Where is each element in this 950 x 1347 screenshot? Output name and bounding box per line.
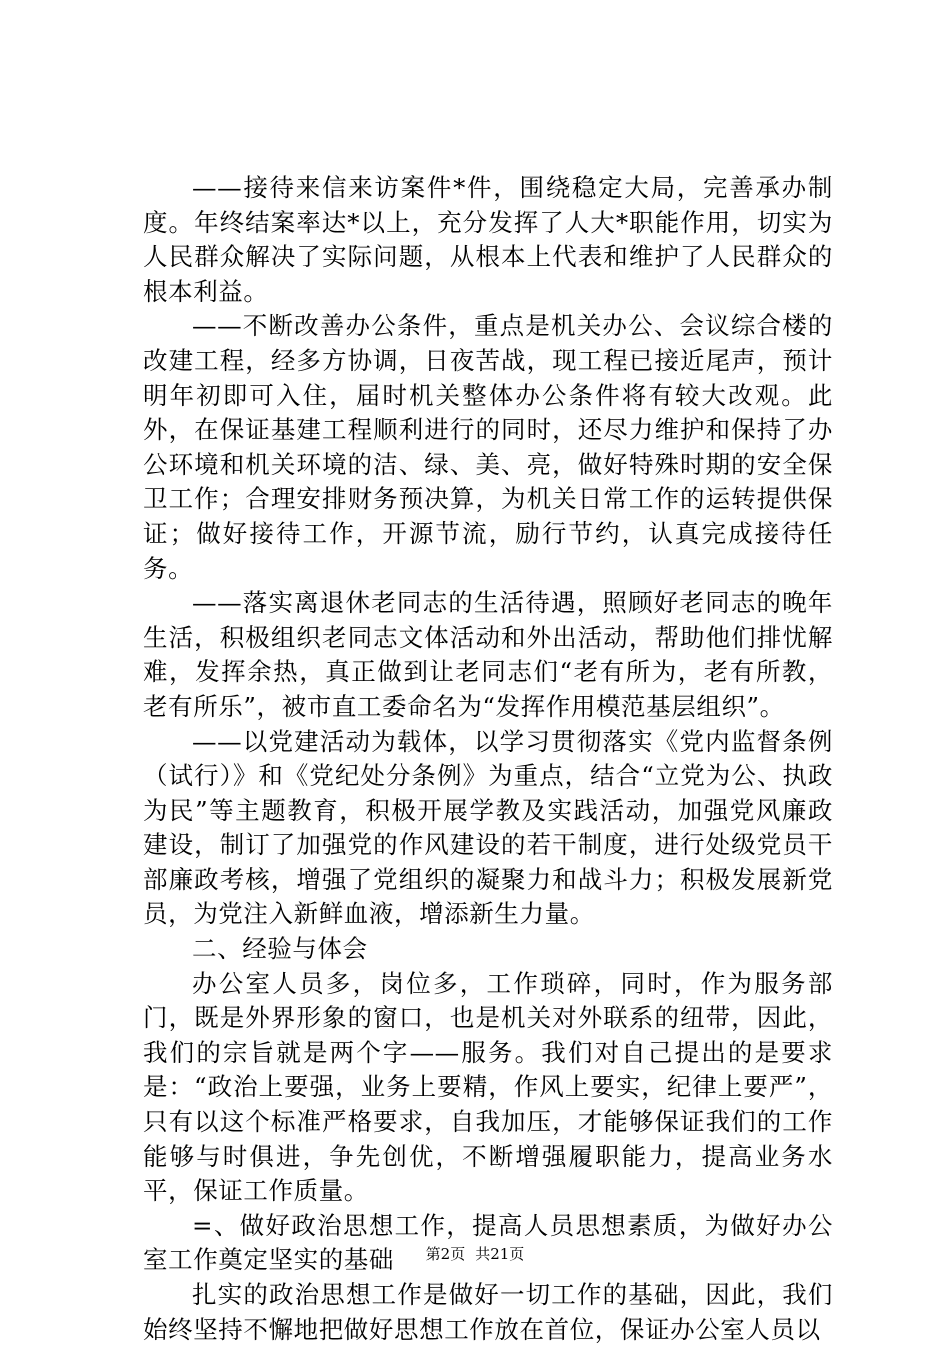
document-body <box>143 171 833 1347</box>
page-footer <box>0 1244 950 1264</box>
page-number: 第2页 <box>425 1245 466 1263</box>
paragraph-service-principle: 办公室人员多，岗位多，工作琐碎，同时，作为服务部门，既是外界形象的窗口，也是机关对外联系的纽带，因此，我们的宗旨就是两个字——服务。我们对自己提出的是要求是：“政治上要强，业务上要精，作风上要实，纪律上要严”，只有以这个标准严格要求，自我加压，才能够保证我们的工作能够与时俱进，争先创优，不断增强履职能力，提高业务水平，保证工作质量。 <box>143 968 833 1206</box>
page-total: 共21页 <box>475 1245 525 1263</box>
section-heading-experience: 二、经验与体会 <box>192 934 368 964</box>
paragraph-retired-cadres: ——落实离退休老同志的生活待遇，照顾好老同志的晚年生活，积极组织老同志文体活动和外出活动，帮助他们排忧解难，发挥余热，真正做到让老同志们“老有所为，老有所教，老有所乐”，被市直工委命名为“发挥作用模范基层组织”。 <box>143 588 833 721</box>
paragraph-letters-visits: ——接待来信来访案件*件，围绕稳定大局，完善承办制度。年终结案率达*以上，充分发挥了人大*职能作用，切实为人民群众解决了实际问题，从根本上代表和维护了人民群众的根本利益。 <box>143 173 833 306</box>
paragraph-political-foundation: 扎实的政治思想工作是做好一切工作的基础，因此，我们始终坚持不懈地把做好思想工作放在首位，保证办公室人员以 <box>143 1280 833 1344</box>
paragraph-party-building: ——以党建活动为载体，以学习贯彻落实《党内监督条例（试行）》和《党纪处分条例》为重点，结合“立党为公、执政为民”等主题教育，积极开展学教及实践活动，加强党风廉政建设，制订了加强党的作风建设的若干制度，进行处级党员干部廉政考核，增强了党组织的凝聚力和战斗力；积极发展新党员，为党注入新鲜血液，增添新生力量。 <box>143 726 833 929</box>
section-heading-political-work: =、做好政治思想工作，提高人员思想素质，为做好办公室工作奠定坚实的基础 <box>143 1210 833 1275</box>
paragraph-office-conditions: ——不断改善办公条件，重点是机关办公、会议综合楼的改建工程，经多方协调，日夜苦战，现工程已接近尾声，预计明年初即可入住，届时机关整体办公条件将有较大改观。此外，在保证基建工程顺利进行的同时，还尽力维护和保持了办公环境和机关环境的洁、绿、美、亮，做好特殊时期的安全保卫工作；合理安排财务预决算，为机关日常工作的运转提供保证；做好接待工作，开源节流，励行节约，认真完成接待任务。 <box>143 311 833 583</box>
